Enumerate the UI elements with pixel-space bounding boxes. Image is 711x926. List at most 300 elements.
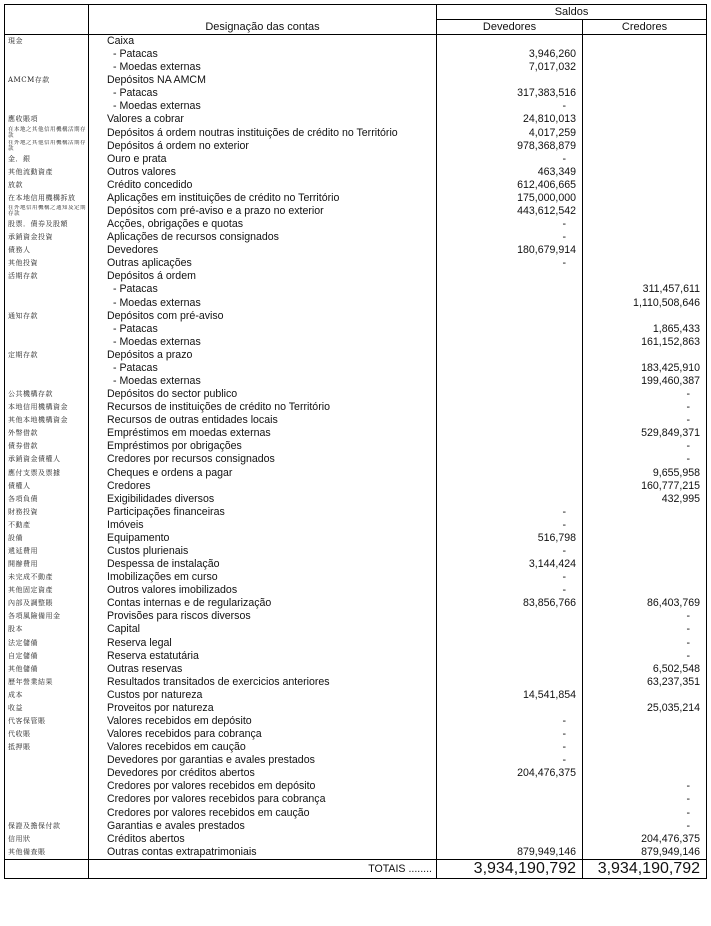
devedores-value	[437, 35, 583, 49]
credores-value	[583, 545, 707, 558]
account-rows	[5, 35, 707, 860]
account-chinese-name: 代收賬	[5, 728, 89, 741]
account-designation: - Moedas externas	[89, 100, 437, 113]
credores-value	[583, 166, 707, 179]
devedores-value	[437, 401, 583, 414]
account-row	[5, 231, 707, 244]
account-chinese-name: 股本	[5, 623, 89, 636]
devedores-value: 3,946,260	[437, 48, 583, 61]
credores-value	[583, 715, 707, 728]
devedores-value	[437, 414, 583, 427]
account-row	[5, 780, 707, 793]
account-row	[5, 754, 707, 767]
devedores-value	[437, 74, 583, 87]
account-row	[5, 689, 707, 702]
account-row	[5, 793, 707, 806]
account-designation: - Moedas externas	[89, 336, 437, 349]
account-row	[5, 401, 707, 414]
account-chinese-name: 外幣借款	[5, 427, 89, 440]
account-row	[5, 506, 707, 519]
account-row	[5, 414, 707, 427]
account-row	[5, 323, 707, 336]
devedores-value	[437, 676, 583, 689]
devedores-value	[437, 480, 583, 493]
account-designation: Equipamento	[89, 532, 437, 545]
account-row	[5, 388, 707, 401]
account-chinese-name: 本地信用機構資金	[5, 401, 89, 414]
account-chinese-name: 其他固定資產	[5, 584, 89, 597]
devedores-value: -	[437, 584, 583, 597]
header-blank-cn	[5, 5, 89, 20]
account-row	[5, 650, 707, 663]
account-chinese-name: 其他備查賬	[5, 846, 89, 860]
account-designation: Imóveis	[89, 519, 437, 532]
credores-value: -	[583, 793, 707, 806]
credores-value	[583, 74, 707, 87]
devedores-value	[437, 780, 583, 793]
devedores-value: 24,810,013	[437, 113, 583, 126]
account-chinese-name: 承銷資金投資	[5, 231, 89, 244]
devedores-value	[437, 427, 583, 440]
totals-blank-cn	[5, 859, 89, 878]
account-row	[5, 74, 707, 87]
account-chinese-name: 其他投資	[5, 257, 89, 270]
account-chinese-name: 收益	[5, 702, 89, 715]
account-row	[5, 467, 707, 480]
account-row	[5, 558, 707, 571]
account-chinese-name: 各項負債	[5, 493, 89, 506]
account-designation: Contas internas e de regularização	[89, 597, 437, 610]
devedores-value	[437, 793, 583, 806]
credores-value: 63,237,351	[583, 676, 707, 689]
devedores-value: 879,949,146	[437, 846, 583, 860]
credores-value: 183,425,910	[583, 362, 707, 375]
credores-value: 529,849,371	[583, 427, 707, 440]
account-row	[5, 453, 707, 466]
credores-value	[583, 506, 707, 519]
credores-value	[583, 231, 707, 244]
header-blank-cn-2	[5, 20, 89, 35]
account-row	[5, 270, 707, 283]
account-designation: Acções, obrigações e quotas	[89, 218, 437, 231]
account-chinese-name: 在外地信用機構之通知及定期存款	[5, 205, 89, 218]
account-row	[5, 349, 707, 362]
devedores-value	[437, 820, 583, 833]
credores-value	[583, 689, 707, 702]
credores-value: -	[583, 650, 707, 663]
account-designation: Recursos de outras entidades locais	[89, 414, 437, 427]
account-designation: Cheques e ordens a pagar	[89, 467, 437, 480]
account-chinese-name	[5, 793, 89, 806]
account-row	[5, 623, 707, 636]
credores-value	[583, 218, 707, 231]
devedores-value: -	[437, 218, 583, 231]
account-designation: - Patacas	[89, 48, 437, 61]
account-row	[5, 610, 707, 623]
header-designacao: Designação das contas	[89, 20, 437, 35]
credores-value	[583, 113, 707, 126]
account-row	[5, 61, 707, 74]
account-row	[5, 192, 707, 205]
account-row	[5, 741, 707, 754]
credores-value: -	[583, 637, 707, 650]
account-row	[5, 48, 707, 61]
credores-value: 6,502,548	[583, 663, 707, 676]
devedores-value: -	[437, 153, 583, 166]
account-designation: Valores a cobrar	[89, 113, 437, 126]
account-chinese-name: 各項風險備用金	[5, 610, 89, 623]
account-chinese-name: 應收賬項	[5, 113, 89, 126]
account-chinese-name: 公共機構存款	[5, 388, 89, 401]
account-designation: Ouro e prata	[89, 153, 437, 166]
account-designation: Depósitos á ordem noutras instituições de crédito no Território	[89, 126, 437, 139]
devedores-value	[437, 375, 583, 388]
credores-value: 879,949,146	[583, 846, 707, 860]
credores-value: -	[583, 807, 707, 820]
totals-credores: 3,934,190,792	[583, 859, 707, 878]
credores-value: 1,865,433	[583, 323, 707, 336]
devedores-value	[437, 310, 583, 323]
devedores-value: 317,383,516	[437, 87, 583, 100]
account-chinese-name: 歷年營業結果	[5, 676, 89, 689]
credores-value	[583, 310, 707, 323]
account-designation: Créditos abertos	[89, 833, 437, 846]
credores-value	[583, 35, 707, 49]
account-chinese-name: 自定儲備	[5, 650, 89, 663]
account-designation: Garantias e avales prestados	[89, 820, 437, 833]
credores-value: 160,777,215	[583, 480, 707, 493]
credores-value: 25,035,214	[583, 702, 707, 715]
account-designation: Outros valores imobilizados	[89, 584, 437, 597]
account-chinese-name: 未完成不動產	[5, 571, 89, 584]
account-designation: Credores por recursos consignados	[89, 453, 437, 466]
account-designation: Devedores	[89, 244, 437, 257]
credores-value	[583, 754, 707, 767]
devedores-value: 7,017,032	[437, 61, 583, 74]
account-chinese-name: 債權人	[5, 480, 89, 493]
account-designation: Outras reservas	[89, 663, 437, 676]
credores-value	[583, 153, 707, 166]
header-blank-designation	[89, 5, 437, 20]
account-row	[5, 767, 707, 780]
account-chinese-name: 內部及調整賬	[5, 597, 89, 610]
account-designation: - Patacas	[89, 87, 437, 100]
account-designation: Provisões para riscos diversos	[89, 610, 437, 623]
account-row	[5, 362, 707, 375]
account-chinese-name	[5, 100, 89, 113]
devedores-value: -	[437, 728, 583, 741]
credores-value: -	[583, 623, 707, 636]
credores-value	[583, 728, 707, 741]
account-row	[5, 676, 707, 689]
account-row	[5, 597, 707, 610]
devedores-value	[437, 453, 583, 466]
account-designation: Outras aplicações	[89, 257, 437, 270]
account-designation: Depósitos com pré-aviso	[89, 310, 437, 323]
account-chinese-name: AMCM存款	[5, 74, 89, 87]
account-designation: - Patacas	[89, 283, 437, 296]
account-chinese-name	[5, 61, 89, 74]
account-row	[5, 35, 707, 49]
account-row	[5, 87, 707, 100]
account-chinese-name: 定期存款	[5, 349, 89, 362]
devedores-value: 516,798	[437, 532, 583, 545]
credores-value	[583, 100, 707, 113]
credores-value	[583, 558, 707, 571]
account-designation: Credores	[89, 480, 437, 493]
devedores-value: 83,856,766	[437, 597, 583, 610]
credores-value: 161,152,863	[583, 336, 707, 349]
devedores-value: 14,541,854	[437, 689, 583, 702]
account-row	[5, 179, 707, 192]
credores-value	[583, 244, 707, 257]
devedores-value	[437, 323, 583, 336]
totals-row	[5, 859, 707, 878]
credores-value	[583, 349, 707, 362]
devedores-value	[437, 623, 583, 636]
account-designation: Valores recebidos para cobrança	[89, 728, 437, 741]
account-chinese-name: 債券借款	[5, 440, 89, 453]
account-row	[5, 833, 707, 846]
account-row	[5, 571, 707, 584]
account-row	[5, 140, 707, 153]
credores-value: -	[583, 820, 707, 833]
credores-value: -	[583, 388, 707, 401]
credores-value	[583, 192, 707, 205]
account-row	[5, 153, 707, 166]
totals-label: TOTAIS ........	[89, 859, 437, 878]
account-designation: Depósitos a prazo	[89, 349, 437, 362]
account-designation: Aplicações de recursos consignados	[89, 231, 437, 244]
account-designation: Capital	[89, 623, 437, 636]
credores-value	[583, 767, 707, 780]
devedores-value	[437, 807, 583, 820]
account-row	[5, 218, 707, 231]
credores-value	[583, 519, 707, 532]
account-chinese-name: 活期存款	[5, 270, 89, 283]
account-designation: - Moedas externas	[89, 61, 437, 74]
account-designation: Outras contas extrapatrimoniais	[89, 846, 437, 860]
credores-value: 311,457,611	[583, 283, 707, 296]
account-designation: Caixa	[89, 35, 437, 49]
devedores-value: -	[437, 741, 583, 754]
accounts-table	[4, 4, 707, 879]
account-chinese-name	[5, 807, 89, 820]
account-designation: Depósitos com pré-aviso e a prazo no exterior	[89, 205, 437, 218]
devedores-value: 3,144,424	[437, 558, 583, 571]
credores-value	[583, 61, 707, 74]
devedores-value: -	[437, 545, 583, 558]
account-designation: - Moedas externas	[89, 296, 437, 309]
account-designation: Valores recebidos em depósito	[89, 715, 437, 728]
account-designation: Credores por valores recebidos em caução	[89, 807, 437, 820]
devedores-value: 204,476,375	[437, 767, 583, 780]
account-chinese-name: 抵押賬	[5, 741, 89, 754]
account-designation: Empréstimos em moedas externas	[89, 427, 437, 440]
devedores-value: -	[437, 519, 583, 532]
account-chinese-name	[5, 323, 89, 336]
devedores-value	[437, 702, 583, 715]
account-row	[5, 715, 707, 728]
devedores-value	[437, 493, 583, 506]
account-designation: Participações financeiras	[89, 506, 437, 519]
account-designation: Resultados transitados de exercicios anteriores	[89, 676, 437, 689]
account-row	[5, 728, 707, 741]
account-designation: Depósitos á ordem no exterior	[89, 140, 437, 153]
credores-value	[583, 126, 707, 139]
account-row	[5, 244, 707, 257]
account-row	[5, 493, 707, 506]
account-designation: Proveitos por natureza	[89, 702, 437, 715]
account-chinese-name: 財務投資	[5, 506, 89, 519]
account-row	[5, 440, 707, 453]
devedores-value: -	[437, 506, 583, 519]
account-chinese-name: 開辦費用	[5, 558, 89, 571]
credores-value: 199,460,387	[583, 375, 707, 388]
credores-value	[583, 205, 707, 218]
balance-sheet	[4, 4, 706, 922]
account-designation: Exigibilidades diversos	[89, 493, 437, 506]
account-row	[5, 283, 707, 296]
account-chinese-name: 現金	[5, 35, 89, 49]
account-designation: - Patacas	[89, 323, 437, 336]
account-chinese-name: 其他本地機構資金	[5, 414, 89, 427]
account-chinese-name	[5, 767, 89, 780]
devedores-value: -	[437, 571, 583, 584]
account-designation: Depósitos do sector publico	[89, 388, 437, 401]
account-row	[5, 545, 707, 558]
account-row	[5, 584, 707, 597]
devedores-value: 4,017,259	[437, 126, 583, 139]
header-credores: Credores	[583, 20, 707, 35]
account-designation: Recursos de instituições de crédito no Território	[89, 401, 437, 414]
account-chinese-name	[5, 375, 89, 388]
devedores-value	[437, 637, 583, 650]
account-designation: Depósitos NA AMCM	[89, 74, 437, 87]
account-designation: Valores recebidos em caução	[89, 741, 437, 754]
account-designation: - Patacas	[89, 362, 437, 375]
credores-value: -	[583, 414, 707, 427]
account-designation: - Moedas externas	[89, 375, 437, 388]
account-chinese-name	[5, 362, 89, 375]
account-chinese-name	[5, 296, 89, 309]
account-designation: Crédito concedido	[89, 179, 437, 192]
account-chinese-name: 在本地信用機構拆放	[5, 192, 89, 205]
devedores-value	[437, 336, 583, 349]
account-row	[5, 166, 707, 179]
account-row	[5, 663, 707, 676]
account-chinese-name: 法定儲備	[5, 637, 89, 650]
account-chinese-name	[5, 754, 89, 767]
account-row	[5, 205, 707, 218]
account-chinese-name: 通知存款	[5, 310, 89, 323]
credores-value: 1,110,508,646	[583, 296, 707, 309]
account-row	[5, 807, 707, 820]
devedores-value	[437, 833, 583, 846]
devedores-value	[437, 349, 583, 362]
credores-value: -	[583, 610, 707, 623]
account-chinese-name: 承銷資金債權人	[5, 453, 89, 466]
account-chinese-name: 金．銀	[5, 153, 89, 166]
account-row	[5, 126, 707, 139]
account-chinese-name: 放款	[5, 179, 89, 192]
devedores-value	[437, 270, 583, 283]
account-designation: Custos plurienais	[89, 545, 437, 558]
account-designation: Aplicações em instituições de crédito no Território	[89, 192, 437, 205]
devedores-value	[437, 362, 583, 375]
credores-value: -	[583, 780, 707, 793]
devedores-value: -	[437, 257, 583, 270]
account-chinese-name: 遞延費用	[5, 545, 89, 558]
account-chinese-name: 在本地之其他信用機構活期存款	[5, 126, 89, 139]
account-chinese-name	[5, 48, 89, 61]
devedores-value	[437, 663, 583, 676]
devedores-value: -	[437, 715, 583, 728]
account-row	[5, 113, 707, 126]
credores-value: -	[583, 453, 707, 466]
devedores-value	[437, 283, 583, 296]
account-chinese-name	[5, 87, 89, 100]
devedores-value: 180,679,914	[437, 244, 583, 257]
account-chinese-name	[5, 283, 89, 296]
account-designation: Reserva estatutária	[89, 650, 437, 663]
credores-value	[583, 48, 707, 61]
account-row	[5, 532, 707, 545]
account-designation: Outros valores	[89, 166, 437, 179]
credores-value	[583, 179, 707, 192]
account-chinese-name: 成本	[5, 689, 89, 702]
credores-value	[583, 571, 707, 584]
account-chinese-name: 代客保管賬	[5, 715, 89, 728]
account-designation: Devedores por garantias e avales prestados	[89, 754, 437, 767]
devedores-value	[437, 650, 583, 663]
devedores-value	[437, 440, 583, 453]
account-chinese-name: 設備	[5, 532, 89, 545]
devedores-value: 175,000,000	[437, 192, 583, 205]
credores-value: 432,995	[583, 493, 707, 506]
account-chinese-name: 保證及擔保付款	[5, 820, 89, 833]
credores-value: -	[583, 401, 707, 414]
account-designation: Empréstimos por obrigações	[89, 440, 437, 453]
devedores-value	[437, 388, 583, 401]
account-designation: Credores por valores recebidos em depósito	[89, 780, 437, 793]
account-chinese-name: 其他流動資產	[5, 166, 89, 179]
credores-value	[583, 584, 707, 597]
totals-devedores: 3,934,190,792	[437, 859, 583, 878]
credores-value	[583, 140, 707, 153]
account-row	[5, 336, 707, 349]
account-chinese-name: 其他儲備	[5, 663, 89, 676]
credores-value	[583, 270, 707, 283]
credores-value	[583, 87, 707, 100]
account-designation: Credores por valores recebidos para cobrança	[89, 793, 437, 806]
header-devedores: Devedores	[437, 20, 583, 35]
account-row	[5, 375, 707, 388]
account-chinese-name: 股票．債券及股額	[5, 218, 89, 231]
devedores-value: -	[437, 231, 583, 244]
account-designation: Devedores por créditos abertos	[89, 767, 437, 780]
account-chinese-name: 信用狀	[5, 833, 89, 846]
account-row	[5, 296, 707, 309]
devedores-value: -	[437, 100, 583, 113]
credores-value	[583, 741, 707, 754]
account-designation: Imobilizações em curso	[89, 571, 437, 584]
account-designation: Depósitos á ordem	[89, 270, 437, 283]
account-chinese-name: 應付支票及票據	[5, 467, 89, 480]
account-row	[5, 519, 707, 532]
account-chinese-name	[5, 780, 89, 793]
devedores-value	[437, 296, 583, 309]
